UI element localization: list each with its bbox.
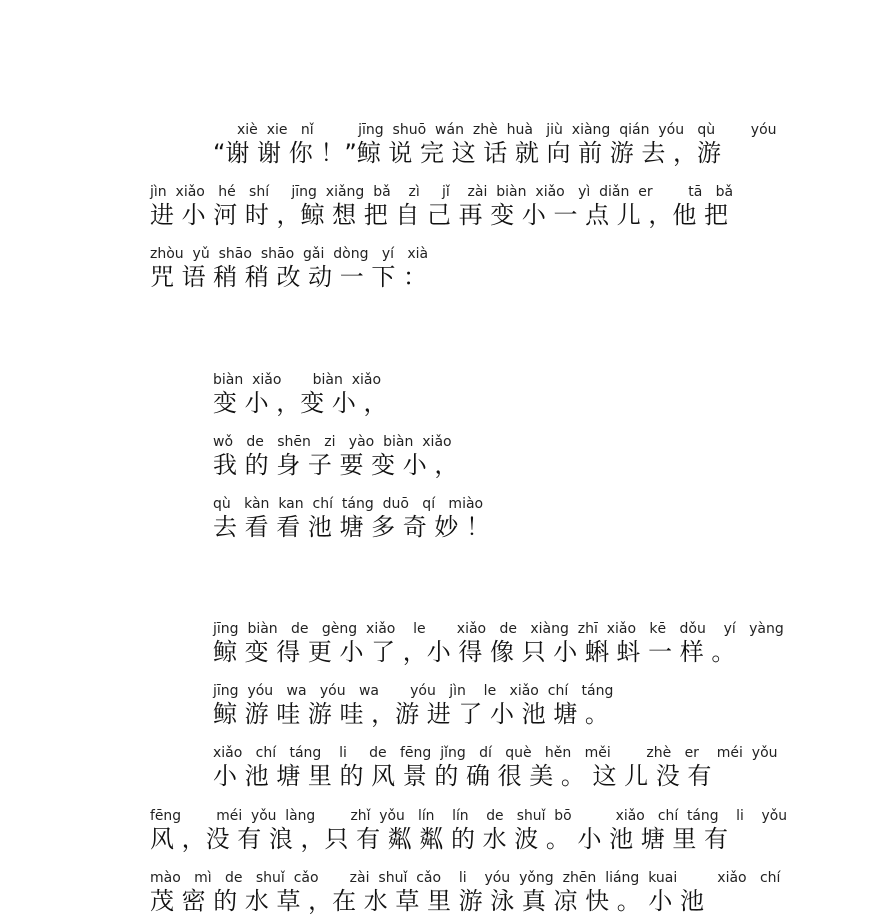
pinyin-line: fēng méi yǒu làng zhǐ yǒu lín lín de shuǐ bō xiǎo chí táng li yǒu — [150, 808, 787, 824]
pinyin-line: jīng biàn de gèng xiǎo le xiǎo de xiàng zhī xiǎo kē dǒu yí yàng — [213, 621, 784, 637]
pinyin-line: xiǎo chí táng li de fēng jǐng dí què hěn měi zhè er méi yǒu — [213, 745, 778, 761]
pinyin-line: biàn xiǎo biàn xiǎo — [213, 372, 382, 388]
pinyin-line: jìn xiǎo hé shí jīng xiǎng bǎ zì jǐ zài biàn xiǎo yì diǎn er tā bǎ — [150, 184, 734, 200]
hanzi-line: 去 看 看 池 塘 多 奇 妙 ！ — [213, 513, 491, 541]
hanzi-line: 咒 语 稍 稍 改 动 一 下 ： — [150, 263, 428, 291]
hanzi-line: “谢 谢 你 ！”鲸 说 完 这 话 就 向 前 游 去 ，游 — [213, 139, 722, 167]
pinyin-line: jīng yóu wa yóu wa yóu jìn le xiǎo chí táng — [213, 683, 614, 699]
pinyin-line: zhòu yǔ shāo shāo gǎi dòng yí xià — [150, 246, 429, 262]
hanzi-line: 小 池 塘 里 的 风 景 的 确 很 美 。 这 儿 没 有 — [213, 762, 712, 790]
pinyin-line: wǒ de shēn zi yào biàn xiǎo — [213, 434, 452, 450]
hanzi-line: 鲸 变 得 更 小 了 ，小 得 像 只 小 蝌 蚪 一 样 。 — [213, 638, 736, 666]
hanzi-line: 风 ，没 有 浪 ，只 有 粼 粼 的 水 波 。 小 池 塘 里 有 — [150, 825, 729, 853]
pinyin-line: mào mì de shuǐ cǎo zài shuǐ cǎo li yóu yǒng zhēn liáng kuai xiǎo chí — [150, 870, 781, 886]
hanzi-line: 我 的 身 子 要 变 小 ， — [213, 451, 459, 479]
hanzi-line: 茂 密 的 水 草 ，在 水 草 里 游 泳 真 凉 快 。 小 池 — [150, 887, 705, 915]
hanzi-line: 进 小 河 时 ，鲸 想 把 自 己 再 变 小 一 点 儿 ，他 把 — [150, 201, 729, 229]
hanzi-line: 鲸 游 哇 游 哇 ，游 进 了 小 池 塘 。 — [213, 700, 609, 728]
pinyin-line: xiè xie nǐ jīng shuō wán zhè huà jiù xiàng qián yóu qù yóu — [237, 122, 777, 138]
pinyin-line: qù kàn kan chí táng duō qí miào — [213, 496, 484, 512]
hanzi-line: 变 小 ，变 小 ， — [213, 389, 388, 417]
